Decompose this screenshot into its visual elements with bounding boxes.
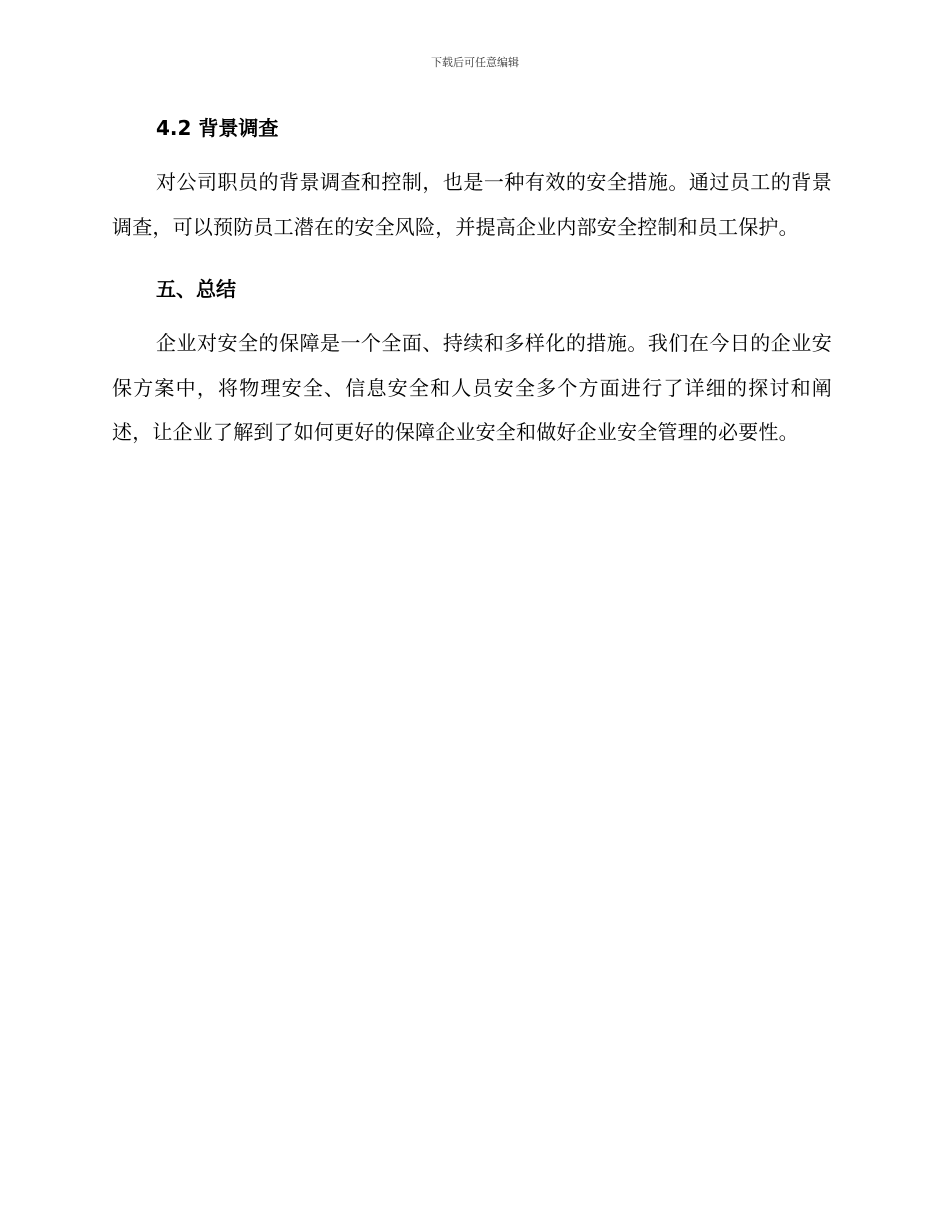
section-heading-background-check: 4.2 背景调查	[156, 116, 279, 140]
page-header: 下载后可任意编辑	[431, 56, 519, 69]
document-body	[112, 108, 832, 455]
section-heading-summary: 五、总结	[156, 277, 236, 301]
section-paragraph-summary: 企业对安全的保障是一个全面、持续和多样化的措施。我们在今日的企业安保方案中，将物理安全、信息安全和人员安全多个方面进行了详细的探讨和阐述，让企业了解到了如何更好的保障企业安全和做好企业安全管理的必要性。	[112, 331, 832, 444]
section-paragraph-background-check: 对公司职员的背景调查和控制，也是一种有效的安全措施。通过员工的背景调查，可以预防员工潜在的安全风险，并提高企业内部安全控制和员工保护。	[112, 170, 832, 239]
